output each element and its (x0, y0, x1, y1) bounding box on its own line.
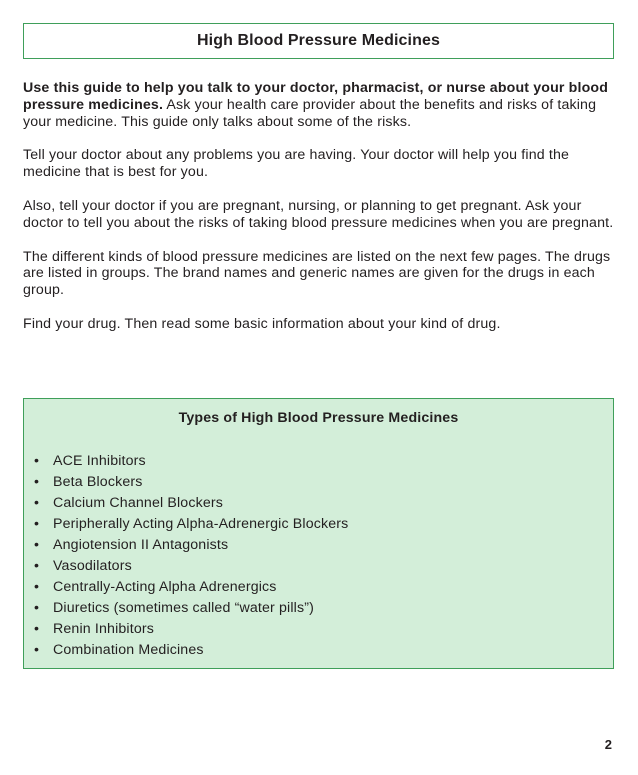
page-title: High Blood Pressure Medicines (197, 32, 440, 49)
list-item (34, 514, 613, 535)
list-item-label: Diuretics (sometimes called “water pills”) (53, 600, 314, 616)
bullet-icon: • (34, 579, 40, 595)
bullet-icon: • (34, 474, 40, 490)
paragraph-find-drug (23, 316, 618, 333)
paragraph-intro-text: Ask your health care provider about the benefits and risks of taking your medicine. This guide only talks about some of the risks. (23, 96, 597, 130)
bullet-icon: • (34, 642, 40, 658)
list-item-label: Angiotension II Antagonists (53, 537, 229, 553)
list-item-label: Combination Medicines (53, 642, 204, 658)
list-item (34, 493, 613, 514)
list-item-label: Peripherally Acting Alpha-Adrenergic Blockers (53, 516, 349, 532)
list-item (34, 619, 613, 640)
list-item (34, 451, 613, 472)
paragraph-pregnancy (23, 198, 618, 232)
paragraph-problems (23, 147, 618, 181)
list-item-label: Calcium Channel Blockers (53, 495, 223, 511)
bullet-icon: • (34, 621, 40, 637)
list-item (34, 472, 613, 493)
bullet-icon: • (34, 558, 40, 574)
paragraph-pregnancy-text: Also, tell your doctor if you are pregnant, nursing, or planning to get pregnant. Ask your doctor to tell you about the risks of taking blood pressure medicines when you are pregnant. (23, 197, 614, 231)
page-number: 2 (604, 737, 612, 752)
list-item-label: Centrally-Acting Alpha Adrenergics (53, 579, 277, 595)
list-item (34, 640, 613, 661)
list-item-label: Vasodilators (53, 558, 132, 574)
body-content (23, 80, 618, 350)
medicine-types-title: Types of High Blood Pressure Medicines (178, 410, 459, 426)
paragraph-kinds-text: The different kinds of blood pressure medicines are listed on the next few pages. The drugs are listed in groups. The brand names and generic names are given for the drugs in each group. (23, 248, 611, 299)
paragraph-find-drug-text: Find your drug. Then read some basic information about your kind of drug. (23, 315, 501, 332)
list-item (34, 577, 613, 598)
bullet-icon: • (34, 453, 40, 469)
medicine-types-box (23, 398, 614, 669)
bullet-icon: • (34, 600, 40, 616)
bullet-icon: • (34, 495, 40, 511)
list-item-label: Beta Blockers (53, 474, 143, 490)
page-title-box (23, 23, 614, 59)
medicine-types-list (24, 451, 613, 661)
paragraph-kinds (23, 249, 618, 299)
list-item (34, 556, 613, 577)
list-item-label: ACE Inhibitors (53, 453, 146, 469)
paragraph-intro-bold: Use this guide to help you talk to your doctor, pharmacist, or nurse about your blood pressure medicines. (23, 80, 609, 113)
bullet-icon: • (34, 516, 40, 532)
list-item (34, 598, 613, 619)
list-item-label: Renin Inhibitors (53, 621, 154, 637)
bullet-icon: • (34, 537, 40, 553)
list-item (34, 535, 613, 556)
paragraph-problems-text: Tell your doctor about any problems you are having. Your doctor will help you find the medicine that is best for you. (23, 147, 570, 181)
paragraph-intro (23, 80, 618, 130)
